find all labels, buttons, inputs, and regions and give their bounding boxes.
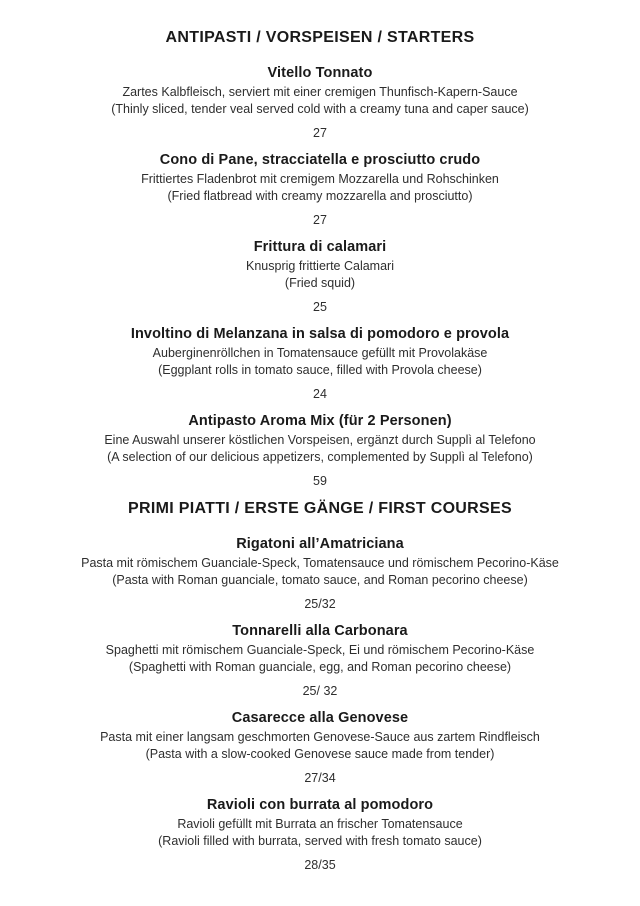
menu-item-tonnarelli-carbonara bbox=[40, 622, 600, 699]
item-name: Tonnarelli alla Carbonara bbox=[232, 623, 408, 639]
item-desc-en: (Fried squid) bbox=[284, 275, 356, 290]
menu-item-involtino-di-melanzana bbox=[40, 325, 600, 402]
item-price: 27/34 bbox=[304, 771, 336, 785]
item-desc-en: (Ravioli filled with burrata, served with fresh tomato sauce) bbox=[158, 833, 482, 848]
item-price: 24 bbox=[313, 387, 327, 401]
item-price: 25 bbox=[313, 300, 327, 314]
item-price: 25/ 32 bbox=[302, 684, 338, 698]
menu-item-vitello-tonnato bbox=[40, 64, 600, 141]
menu-item-ravioli-burrata bbox=[40, 796, 600, 873]
item-desc-de: Frittiertes Fladenbrot mit cremigem Mozzarella und Rohschinken bbox=[141, 172, 499, 186]
item-desc-de: Spaghetti mit römischem Guanciale-Speck, Ei und römischem Pecorino-Käse bbox=[105, 643, 535, 657]
item-name: Ravioli con burrata al pomodoro bbox=[206, 797, 434, 813]
menu-item-rigatoni-amatriciana bbox=[40, 535, 600, 612]
section-antipasti bbox=[40, 28, 600, 489]
item-desc-de: Pasta mit einer langsam geschmorten Genovese-Sauce aus zartem Rindfleisch bbox=[100, 730, 540, 744]
item-name: Involtino di Melanzana in salsa di pomodoro e provola bbox=[130, 326, 510, 342]
item-price: 59 bbox=[313, 474, 327, 488]
menu-item-casarecce-genovese bbox=[40, 709, 600, 786]
item-name: Cono di Pane, stracciatella e prosciutto crudo bbox=[159, 152, 481, 168]
menu-item-cono-di-pane bbox=[40, 151, 600, 228]
item-name: Frittura di calamari bbox=[253, 239, 387, 255]
item-desc-en: (Spaghetti with Roman guanciale, egg, and Roman pecorino cheese) bbox=[128, 659, 512, 674]
item-price: 28/35 bbox=[304, 858, 336, 872]
item-desc-de: Zartes Kalbfleisch, serviert mit einer cremigen Thunfisch-Kapern-Sauce bbox=[122, 85, 518, 99]
item-desc-de: Auberginenröllchen in Tomatensauce gefüllt mit Provolakäse bbox=[152, 346, 488, 360]
item-desc-de: Ravioli gefüllt mit Burrata an frischer Tomatensauce bbox=[177, 817, 463, 831]
item-name: Rigatoni all’Amatriciana bbox=[236, 536, 404, 552]
item-name: Casarecce alla Genovese bbox=[231, 710, 409, 726]
item-desc-en: (Thinly sliced, tender veal served cold with a creamy tuna and caper sauce) bbox=[111, 101, 529, 116]
item-desc-de: Eine Auswahl unserer köstlichen Vorspeisen, ergänzt durch Supplì al Telefono bbox=[104, 433, 536, 447]
menu-item-frittura-di-calamari bbox=[40, 238, 600, 315]
item-desc-en: (A selection of our delicious appetizers, complemented by Supplì al Telefono) bbox=[107, 449, 533, 464]
section-primi-piatti bbox=[40, 499, 600, 873]
menu-item-antipasto-aroma-mix bbox=[40, 412, 600, 489]
item-desc-en: (Fried flatbread with creamy mozzarella and prosciutto) bbox=[167, 188, 473, 203]
item-desc-en: (Pasta with a slow-cooked Genovese sauce made from tender) bbox=[145, 746, 495, 761]
item-name: Antipasto Aroma Mix (für 2 Personen) bbox=[188, 413, 452, 429]
item-price: 27 bbox=[313, 213, 327, 227]
item-price: 27 bbox=[313, 126, 327, 140]
item-desc-en: (Eggplant rolls in tomato sauce, filled with Provola cheese) bbox=[158, 362, 482, 377]
section-title-antipasti: ANTIPASTI / VORSPEISEN / STARTERS bbox=[165, 29, 475, 46]
item-name: Vitello Tonnato bbox=[267, 65, 373, 81]
item-desc-de: Knusprig frittierte Calamari bbox=[246, 259, 394, 273]
item-desc-de: Pasta mit römischem Guanciale-Speck, Tomatensauce und römischem Pecorino-Käse bbox=[81, 556, 559, 570]
section-title-primi-piatti: PRIMI PIATTI / ERSTE GÄNGE / FIRST COURSES bbox=[128, 500, 512, 517]
item-price: 25/32 bbox=[304, 597, 336, 611]
item-desc-en: (Pasta with Roman guanciale, tomato sauce, and Roman pecorino cheese) bbox=[112, 572, 528, 587]
